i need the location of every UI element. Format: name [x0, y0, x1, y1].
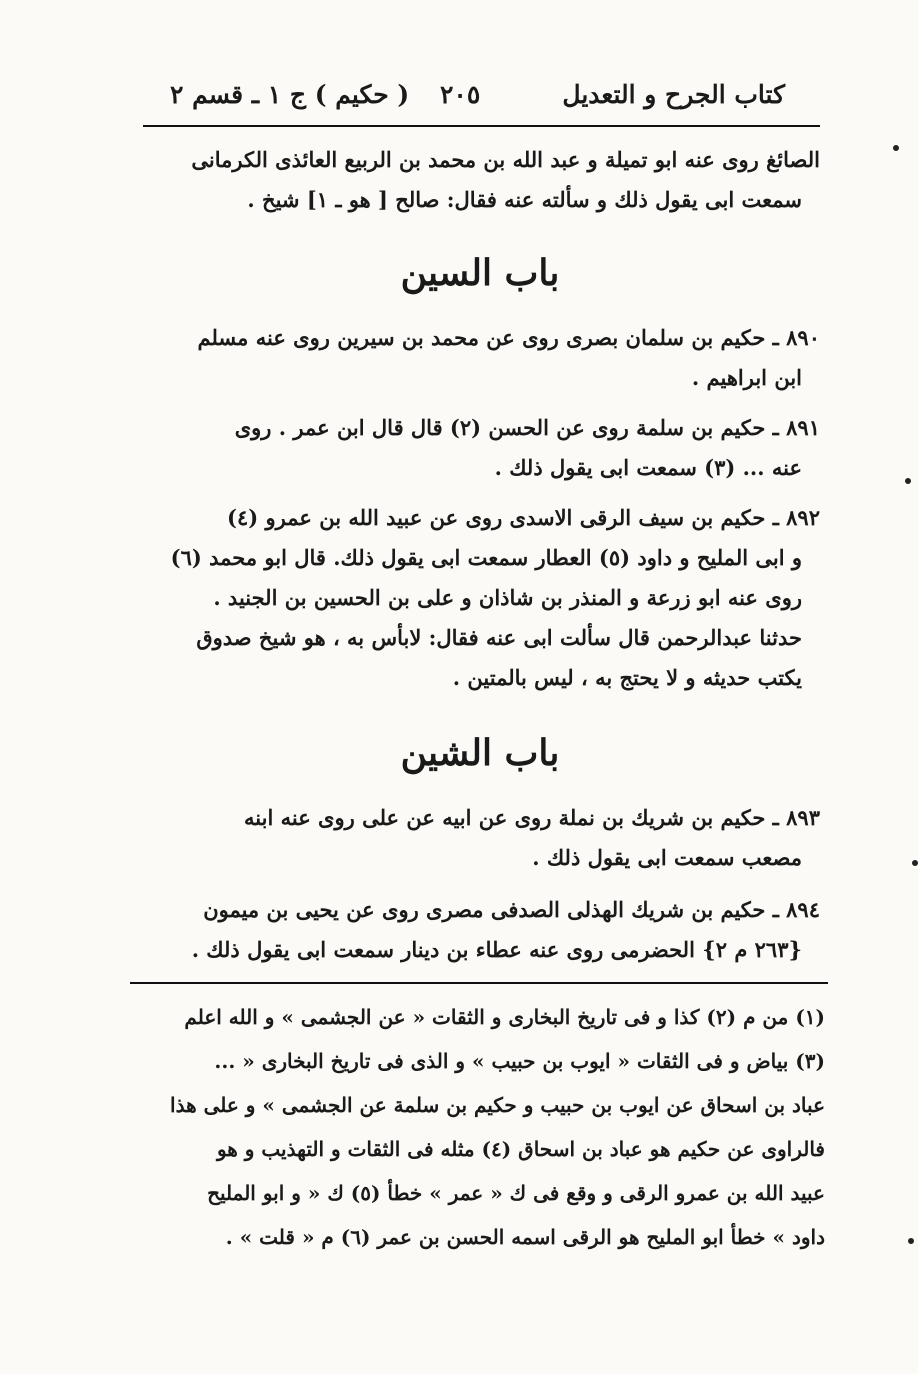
margin-dot — [905, 478, 911, 484]
entry-893 — [140, 798, 820, 878]
text-line: ٨٩٠ ـ حكيم بن سلمان بصرى روى عن محمد بن سيرين روى عنه مسلم — [197, 325, 820, 350]
chapter-heading-shin: باب الشين — [400, 732, 560, 774]
text-line: ٨٩٣ ـ حكيم بن شريك بن نملة روى عن ابيه عن على روى عنه ابنه — [244, 805, 820, 830]
footnote-line: فالراوى عن حكيم هو عباد بن اسحاق (٤) مثله فى الثقات و التهذيب و هو — [216, 1137, 825, 1161]
page-number: ٢٠٥ — [440, 80, 481, 109]
text-line: ٨٩١ ـ حكيم بن سلمة روى عن الحسن (٢) قال قال ابن عمر . روى — [234, 415, 820, 440]
section-label: ( حكيم ) ج ١ ـ قسم ٢ — [170, 80, 410, 109]
text-line: عنه ... (٣) سمعت ابى يقول ذلك . — [494, 455, 802, 480]
text-line: حدثنا عبدالرحمن قال سألت ابى عنه فقال: لابأس به ، هو شيخ صدوق — [196, 625, 802, 650]
header-rule — [143, 125, 820, 127]
text-line: سمعت ابى يقول ذلك و سألته عنه فقال: صالح [ هو ـ ١] شيخ . — [247, 187, 802, 212]
chapter-heading-sin: باب السين — [400, 252, 560, 294]
footnotes — [135, 995, 825, 1259]
footnote-line: عبيد الله بن عمرو الرقى و وقع فى ك « عمر » خطأ (٥) ك « و ابو المليح — [207, 1181, 825, 1205]
footnote-line: داود » خطأ ابو المليح هو الرقى اسمه الحسن بن عمر (٦) م « قلت » . — [225, 1225, 825, 1249]
intro-paragraph — [140, 140, 820, 220]
margin-dot — [893, 145, 899, 151]
text-line: ٨٩٢ ـ حكيم بن سيف الرقى الاسدى روى عن عبيد الله بن عمرو (٤) — [227, 505, 820, 530]
margin-dot — [912, 860, 918, 866]
text-line: الصائغ روى عنه ابو تميلة و عبد الله بن محمد بن الربيع العائذى الكرمانى — [191, 147, 820, 172]
text-line: روى عنه ابو زرعة و المنذر بن شاذان و على بن الحسين بن الجنيد . — [213, 585, 802, 610]
running-header — [145, 80, 810, 120]
text-line: يكتب حديثه و لا يحتج به ، ليس بالمتين . — [452, 665, 802, 690]
footnote-line: عباد بن اسحاق عن ايوب بن حبيب و حكيم بن سلمة عن الجشمى » و على هذا — [170, 1093, 825, 1117]
entry-890 — [140, 318, 820, 398]
footnote-line: (١) من م (٢) كذا و فى تاريخ البخارى و الثقات « عن الجشمى » و الله اعلم — [184, 1005, 825, 1029]
entry-891 — [140, 408, 820, 488]
entry-892 — [140, 498, 820, 698]
footnote-rule — [130, 982, 828, 984]
text-line: مصعب سمعت ابى يقول ذلك . — [532, 845, 802, 870]
footnote-line: (٣) بياض و فى الثقات « ايوب بن حبيب » و الذى فى تاريخ البخارى « ... — [214, 1049, 825, 1073]
entry-894 — [140, 890, 820, 970]
text-line: و ابى المليح و داود (٥) العطار سمعت ابى يقول ذلك. قال ابو محمد (٦) — [170, 545, 802, 570]
text-line: {٢٦٣ م ٢} الحضرمى روى عنه عطاء بن دينار سمعت ابى يقول ذلك . — [191, 937, 802, 962]
text-line: ٨٩٤ ـ حكيم بن شريك الهذلى الصدفى مصرى روى عن يحيى بن ميمون — [203, 897, 820, 922]
book-title: كتاب الجرح و التعديل — [562, 80, 785, 109]
margin-dot — [908, 1238, 914, 1244]
text-line: ابن ابراهيم . — [691, 365, 802, 390]
